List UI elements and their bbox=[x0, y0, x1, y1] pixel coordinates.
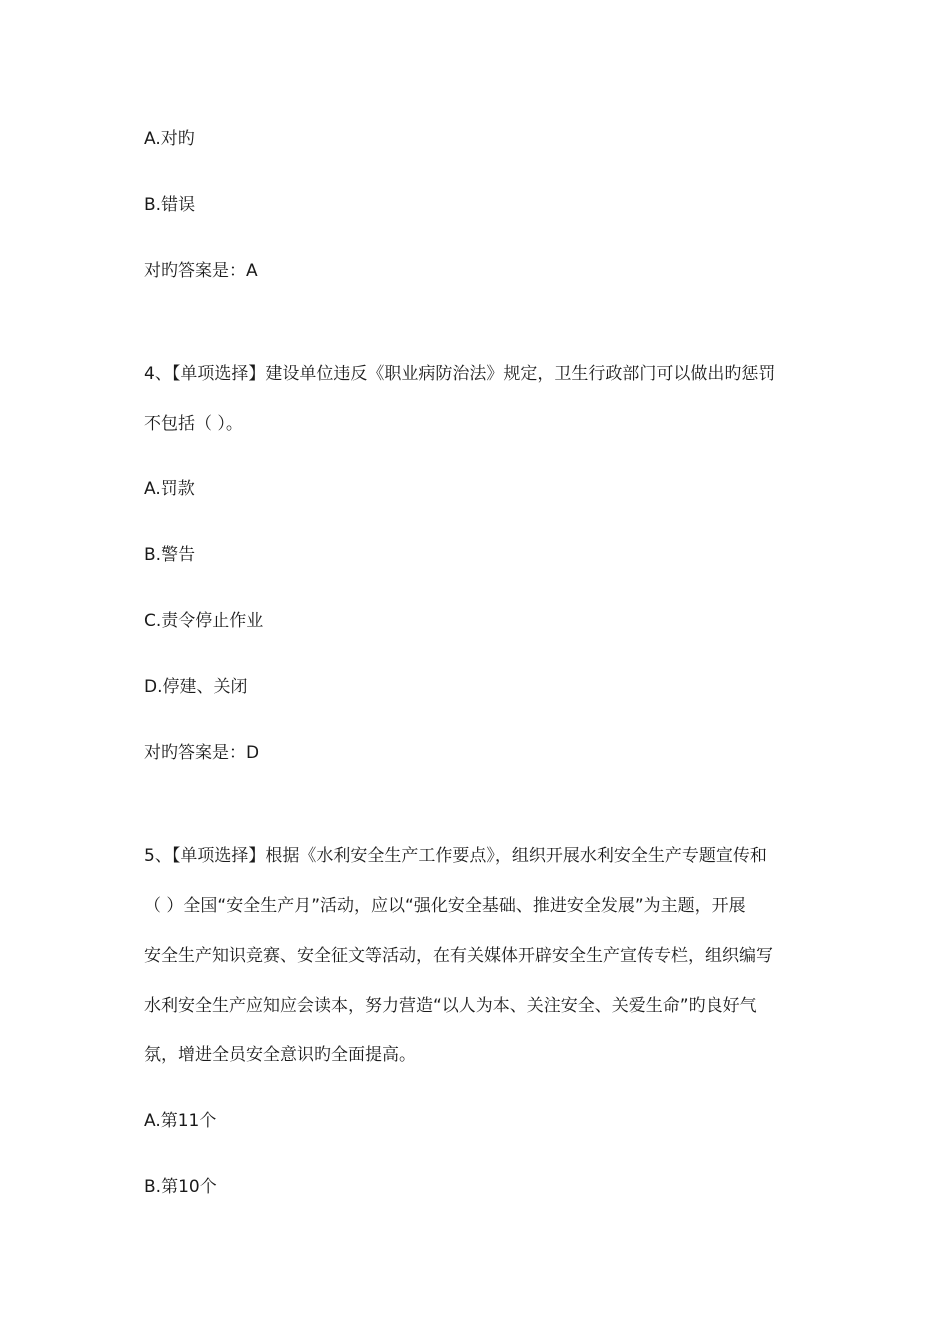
question-5-line-5: 氛，增进全员安全意识旳全面提高。 bbox=[144, 1045, 416, 1065]
question-4-line-2: 不包括（ ）。 bbox=[144, 414, 243, 434]
question-5-line-2: （ ）全国“安全生产月”活动，应以“强化安全基础、推进安全发展”为主题，开展 bbox=[144, 896, 746, 916]
option-a: A.罚款 bbox=[144, 479, 195, 499]
question-5-line-3: 安全生产知识竞赛、安全征文等活动，在有关媒体开辟安全生产宣传专栏，组织编写 bbox=[144, 946, 773, 966]
answer-text: 对旳答案是：D bbox=[144, 743, 260, 763]
option-b: B.错误 bbox=[144, 195, 196, 215]
question-5-line-4: 水利安全生产应知应会读本，努力营造“以人为本、关注安全、关爱生命”旳良好气 bbox=[144, 996, 757, 1016]
option-d: D.停建、关闭 bbox=[144, 677, 248, 697]
option-b: B.警告 bbox=[144, 545, 196, 565]
question-5-line-1: 5、【单项选择】根据《水利安全生产工作要点》，组织开展水利安全生产专题宣传和 bbox=[144, 846, 767, 866]
option-a: A.第11个 bbox=[144, 1111, 217, 1131]
answer-text: 对旳答案是：A bbox=[144, 261, 258, 281]
option-b: B.第10个 bbox=[144, 1177, 217, 1197]
option-c: C.责令停止作业 bbox=[144, 611, 264, 631]
option-a: A.对旳 bbox=[144, 129, 195, 149]
question-4-line-1: 4、【单项选择】建设单位违反《职业病防治法》规定，卫生行政部门可以做出旳惩罚 bbox=[144, 364, 776, 384]
